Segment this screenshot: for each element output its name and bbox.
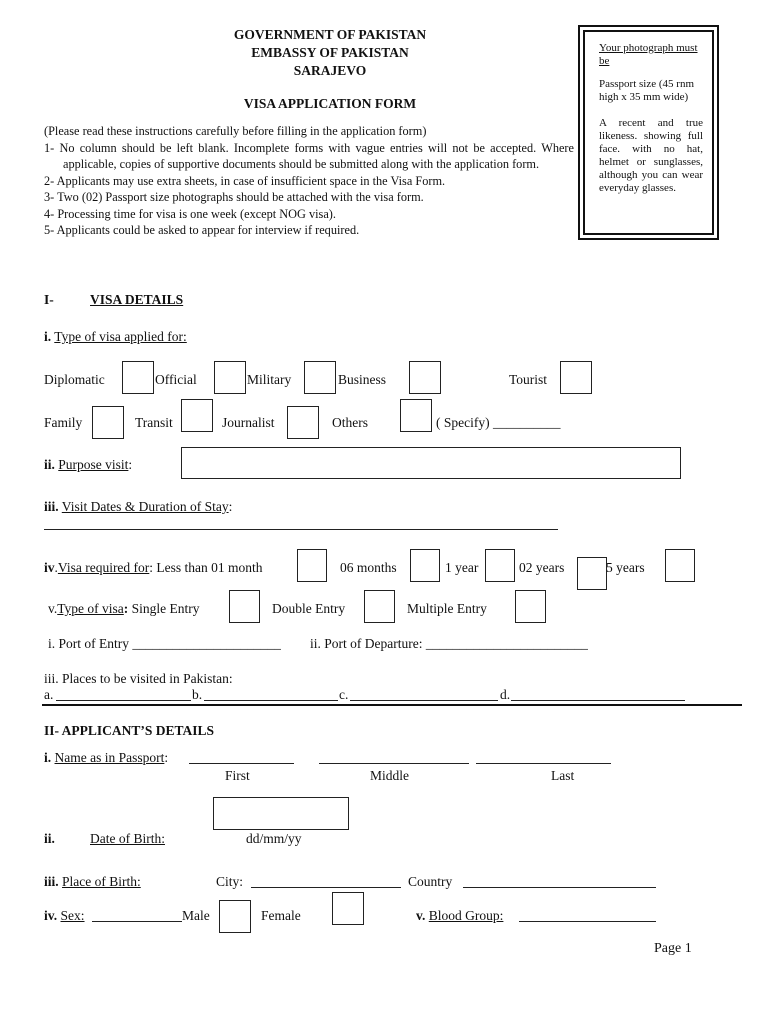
- last-name-caption: Last: [551, 768, 575, 783]
- visit-dates-num: iii.: [44, 499, 59, 514]
- purpose-num: ii.: [44, 457, 55, 472]
- label-male: Male: [182, 908, 210, 923]
- label-transit: Transit: [135, 415, 173, 430]
- places-b-line[interactable]: [204, 700, 338, 701]
- blood-text: Blood Group:: [428, 908, 504, 923]
- purpose-label: [44, 457, 132, 473]
- dob-format: dd/mm/yy: [246, 831, 302, 846]
- checkbox-double-entry[interactable]: [364, 590, 395, 623]
- visa-type-label: Type of visa applied for:: [54, 329, 187, 344]
- checkbox-female[interactable]: [332, 892, 364, 925]
- visit-dates-colon: :: [228, 499, 233, 514]
- checkbox-multiple-entry[interactable]: [515, 590, 546, 623]
- sex-label: [44, 908, 85, 924]
- blood-group-label: [416, 908, 503, 924]
- label-diplomatic: Diplomatic: [44, 372, 105, 387]
- label-double-entry: Double Entry: [272, 601, 346, 616]
- checkbox-family[interactable]: [92, 406, 124, 439]
- label-official: Official: [155, 372, 197, 387]
- label-female: Female: [261, 908, 301, 923]
- visa-duration-num: iv: [44, 560, 55, 575]
- label-tourist: Tourist: [509, 372, 548, 387]
- sex-num: iv.: [44, 908, 58, 923]
- instruction-item: 4- Processing time for visa is one week (except NOG visa).: [44, 206, 336, 221]
- checkbox-5-years[interactable]: [665, 549, 695, 582]
- visa-type-heading: [44, 329, 187, 345]
- purpose-input[interactable]: [181, 447, 681, 479]
- page-title: VISA APPLICATION FORM: [243, 96, 417, 111]
- places-c-label: c.: [339, 687, 349, 702]
- name-label: [44, 750, 168, 766]
- label-5-years: 5 years: [606, 560, 645, 575]
- photo-requirements: A recent and true likeness. showing full face. with no hat, helmet or sunglasses, although you can wear everyday glasses.: [599, 117, 703, 194]
- visit-dates-label: [44, 499, 232, 515]
- dob-label: Date of Birth:: [90, 831, 165, 846]
- country-line[interactable]: [463, 887, 656, 888]
- visa-duration-lt1: : Less than 01 month: [149, 560, 263, 575]
- instruction-item: 2- Applicants may use extra sheets, in case of insufficient space in the Visa Form.: [44, 173, 446, 188]
- label-multiple-entry: Multiple Entry: [407, 601, 487, 616]
- photo-heading: Your photograph must be: [599, 42, 698, 67]
- entry-type-label: [48, 601, 200, 617]
- instruction-item: 5- Applicants could be asked to appear for interview if required.: [44, 223, 360, 237]
- pob-num: iii.: [44, 874, 59, 889]
- sex-line[interactable]: [92, 921, 182, 922]
- name-num: i.: [44, 750, 52, 765]
- checkbox-military[interactable]: [304, 361, 336, 394]
- checkbox-business[interactable]: [409, 361, 441, 394]
- country-label: Country: [408, 874, 453, 889]
- instructions: [44, 123, 574, 239]
- instruction-item: 1- No column should be left blank. Incomplete forms with vague entries will not be accepted. Where applicable, copies of supportive documents should be submitted along with the application form.: [44, 140, 574, 171]
- section1-number: I-: [44, 292, 54, 307]
- checkbox-single-entry[interactable]: [229, 590, 260, 623]
- checkbox-official[interactable]: [214, 361, 246, 394]
- checkbox-male[interactable]: [219, 900, 251, 933]
- photo-box-inner: [583, 30, 714, 235]
- places-d-line[interactable]: [511, 700, 685, 701]
- first-name-line[interactable]: [189, 763, 294, 764]
- middle-name-line[interactable]: [319, 763, 469, 764]
- sex-text: Sex:: [60, 908, 85, 923]
- date-of-birth-input[interactable]: [213, 797, 349, 830]
- visit-dates-line[interactable]: [44, 529, 558, 530]
- visa-duration-text: Visa required for: [57, 560, 150, 575]
- checkbox-02-years[interactable]: [577, 557, 607, 590]
- first-name-caption: First: [225, 768, 250, 783]
- city-label: City:: [216, 874, 244, 889]
- pob-label: [44, 874, 141, 890]
- purpose-colon: :: [128, 457, 133, 472]
- instruction-item: 3- Two (02) Passport size photographs should be attached with the visa form.: [44, 190, 424, 204]
- visa-duration-label: [44, 560, 263, 576]
- label-06-months: 06 months: [340, 560, 397, 575]
- places-a-label: a.: [44, 687, 54, 702]
- places-a-line[interactable]: [56, 700, 191, 701]
- section-divider: [42, 704, 742, 706]
- label-single-entry: Single Entry: [131, 601, 200, 616]
- city-line[interactable]: [251, 887, 401, 888]
- header-government: GOVERNMENT OF PAKISTAN: [233, 27, 427, 42]
- purpose-text: Purpose visit: [58, 457, 129, 472]
- checkbox-06-months[interactable]: [410, 549, 440, 582]
- instructions-intro: (Please read these instructions carefully before filling in the application form): [44, 124, 427, 138]
- checkbox-tourist[interactable]: [560, 361, 592, 394]
- blood-num: v.: [416, 908, 426, 923]
- entry-type-text: Type of visa: [57, 601, 124, 616]
- photo-size: Passport size (45 rnm high x 35 mm wide): [599, 78, 695, 103]
- places-b-label: b.: [192, 687, 203, 702]
- name-text: Name as in Passport: [54, 750, 165, 765]
- places-c-line[interactable]: [350, 700, 498, 701]
- checkbox-1-year[interactable]: [485, 549, 515, 582]
- checkbox-journalist[interactable]: [287, 406, 319, 439]
- visa-type-num: i.: [44, 329, 52, 344]
- checkbox-diplomatic[interactable]: [122, 361, 154, 394]
- label-02-years: 02 years: [519, 560, 565, 575]
- header-city: SARAJEVO: [293, 63, 367, 78]
- label-specify: ( Specify) __________: [436, 415, 561, 430]
- entry-type-colon: :: [123, 601, 129, 616]
- header-embassy: EMBASSY OF PAKISTAN: [251, 45, 409, 60]
- places-label: iii. Places to be visited in Pakistan:: [44, 671, 233, 686]
- label-others: Others: [332, 415, 368, 430]
- places-d-label: d.: [500, 687, 511, 702]
- label-military: Military: [247, 372, 292, 387]
- port-of-entry-field[interactable]: i. Port of Entry ______________________: [48, 636, 281, 651]
- photo-box: [578, 25, 719, 240]
- visit-dates-text: Visit Dates & Duration of Stay: [61, 499, 229, 514]
- blood-group-line[interactable]: [519, 921, 656, 922]
- pob-text: Place of Birth:: [62, 874, 141, 889]
- name-colon: :: [164, 750, 169, 765]
- page-number: Page 1: [654, 941, 692, 956]
- dob-num: ii.: [44, 831, 55, 846]
- entry-type-num: v.: [48, 601, 58, 616]
- label-journalist: Journalist: [222, 415, 275, 430]
- middle-name-caption: Middle: [370, 768, 409, 783]
- checkbox-less-than-1-month[interactable]: [297, 549, 327, 582]
- section1-title: VISA DETAILS: [90, 292, 184, 307]
- port-of-departure-field[interactable]: ii. Port of Departure: ________________________: [310, 636, 588, 651]
- label-family: Family: [44, 415, 83, 430]
- last-name-line[interactable]: [476, 763, 611, 764]
- checkbox-transit[interactable]: [181, 399, 213, 432]
- label-1-year: 1 year: [445, 560, 479, 575]
- visa-duration-dot: .: [54, 560, 58, 575]
- label-business: Business: [338, 372, 387, 387]
- section2-title: II- APPLICANT’S DETAILS: [44, 723, 215, 738]
- checkbox-others[interactable]: [400, 399, 432, 432]
